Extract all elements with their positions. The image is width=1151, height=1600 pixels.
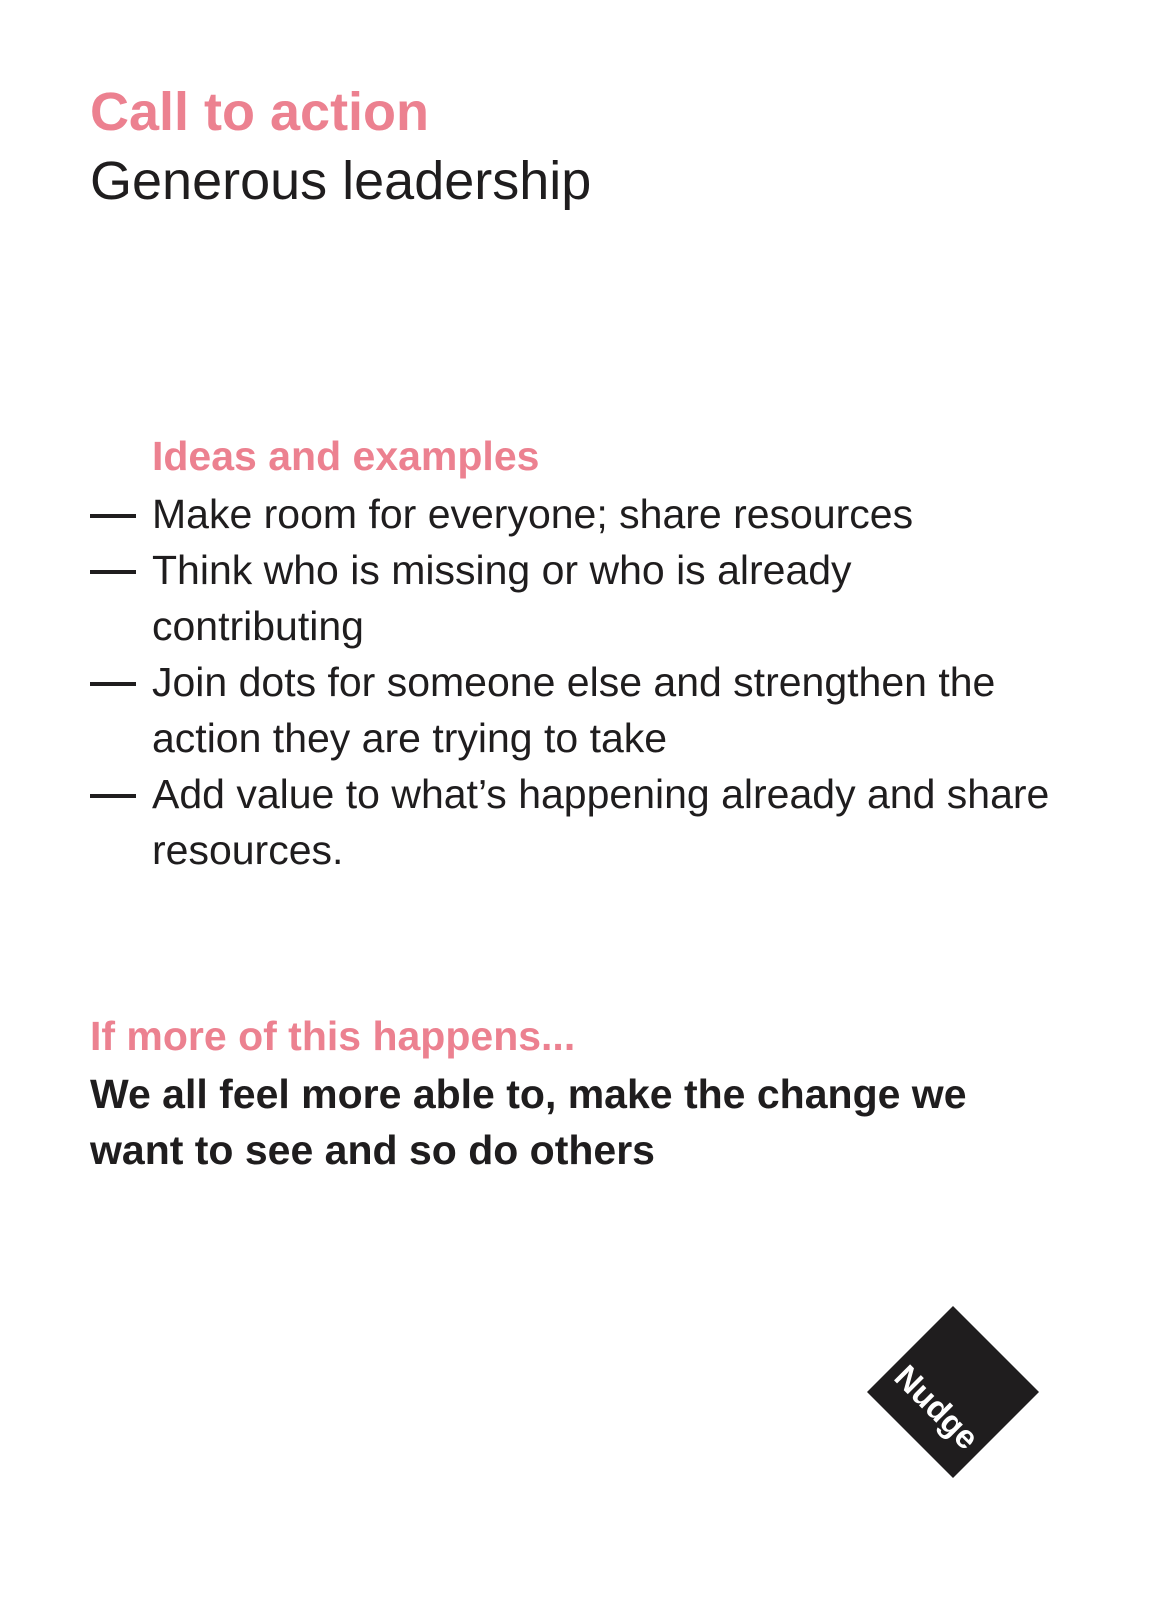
list-item <box>90 542 1070 654</box>
logo-text: Nudge <box>887 1357 987 1457</box>
list-item <box>90 766 1070 878</box>
logo-diamond <box>867 1306 1039 1478</box>
em-dash-bullet <box>90 682 136 686</box>
em-dash-bullet <box>90 514 136 518</box>
list-item-text: Join dots for someone else and strengthen the action they are trying to take <box>152 659 996 761</box>
outcome-section <box>90 1010 1070 1178</box>
ideas-list <box>90 486 1070 878</box>
outcome-text: We all feel more able to, make the change we want to see and so do others <box>90 1071 967 1173</box>
card-kicker: Call to action <box>90 82 430 142</box>
em-dash-bullet <box>90 570 136 574</box>
nudge-logo <box>867 1306 1039 1478</box>
list-item <box>90 654 1070 766</box>
em-dash-bullet <box>90 794 136 798</box>
list-item-text: Think who is missing or who is already contributing <box>152 547 852 649</box>
ideas-heading: Ideas and examples <box>152 433 540 479</box>
outcome-heading: If more of this happens... <box>90 1013 576 1059</box>
list-item-text: Make room for everyone; share resources <box>152 491 914 537</box>
list-item-text: Add value to what’s happening already and share resources. <box>152 771 1050 873</box>
card-title: Generous leadership <box>90 151 592 211</box>
list-item <box>90 486 1070 542</box>
ideas-section <box>90 430 1070 878</box>
